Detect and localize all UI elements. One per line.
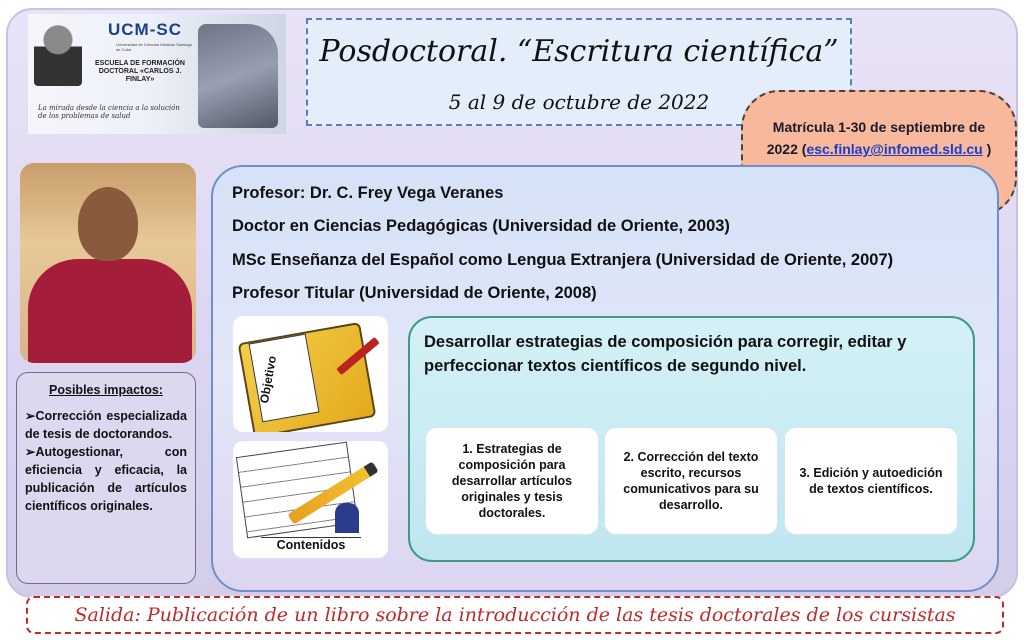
photo-shirt <box>28 259 192 363</box>
enrolment-prefix: 2022 ( <box>766 141 807 157</box>
brand-subtitle: Universidad de Ciencias Médicas Santiago de Cuba <box>116 42 193 52</box>
objective-image-label: Objetivo <box>257 354 280 405</box>
brand-name: UCM-SC <box>108 20 182 39</box>
photo-head <box>78 187 138 261</box>
person-icon <box>335 503 359 533</box>
school-motto: La mirada desde la ciencia a la solución de los problemas de salud <box>38 104 180 120</box>
institution-logo <box>28 14 286 134</box>
professor-rank: Profesor Titular (Universidad de Oriente, 2008) <box>232 284 597 302</box>
professor-name: Profesor: Dr. C. Frey Vega Veranes <box>232 184 504 202</box>
objective-text: Desarrollar estrategias de composición para corregir, editar y perfeccionar textos científicos de segundo nivel. <box>424 333 907 375</box>
enrolment-email-link[interactable]: esc.finlay@infomed.sld.cu <box>806 141 983 157</box>
founder-portrait <box>34 20 82 86</box>
professor-degree: Doctor en Ciencias Pedagógicas (Universidad de Oriente, 2003) <box>232 217 730 235</box>
enrolment-suffix: ) <box>982 141 992 157</box>
professor-photo <box>20 163 196 363</box>
contents-image <box>233 441 388 558</box>
enrolment-line-1: Matrícula 1-30 de septiembre de <box>772 119 986 135</box>
professor-msc: MSc Enseñanza del Español como Lengua Extranjera (Universidad de Oriente, 2007) <box>232 251 894 269</box>
course-date: 5 al 9 de octubre de 2022 <box>448 90 710 114</box>
content-topic-2: 2. Corrección del texto escrito, recursos comunicativos para su desarrollo. <box>604 427 778 535</box>
content-topic-1: 1. Estrategias de composición para desarrollar artículos originales y tesis doctorales. <box>425 427 599 535</box>
course-title: Posdoctoral. “Escritura científica” <box>319 34 839 69</box>
objective-image <box>233 316 388 432</box>
content-topic-3: 3. Edición y autoedición de textos científicos. <box>784 427 958 535</box>
footer-banner: Salida: Publicación de un libro sobre la introducción de las tesis doctorales de los cursistas <box>26 596 1004 634</box>
contents-image-label: Contenidos <box>261 537 361 552</box>
enrolment-line-2 <box>743 138 1015 160</box>
microscope-icon <box>198 24 278 128</box>
impact-item: ➢Corrección especializada de tesis de doctorandos. <box>25 409 187 441</box>
school-name: ESCUELA DE FORMACIÓN DOCTORAL «CARLOS J. FINLAY» <box>95 60 185 83</box>
impacts-heading: Posibles impactos: <box>49 383 163 397</box>
impacts-box <box>16 372 196 584</box>
impact-item: ➢Autogestionar, con eficiencia y eficacia, la publicación de artículos científicos originales. <box>25 445 187 513</box>
